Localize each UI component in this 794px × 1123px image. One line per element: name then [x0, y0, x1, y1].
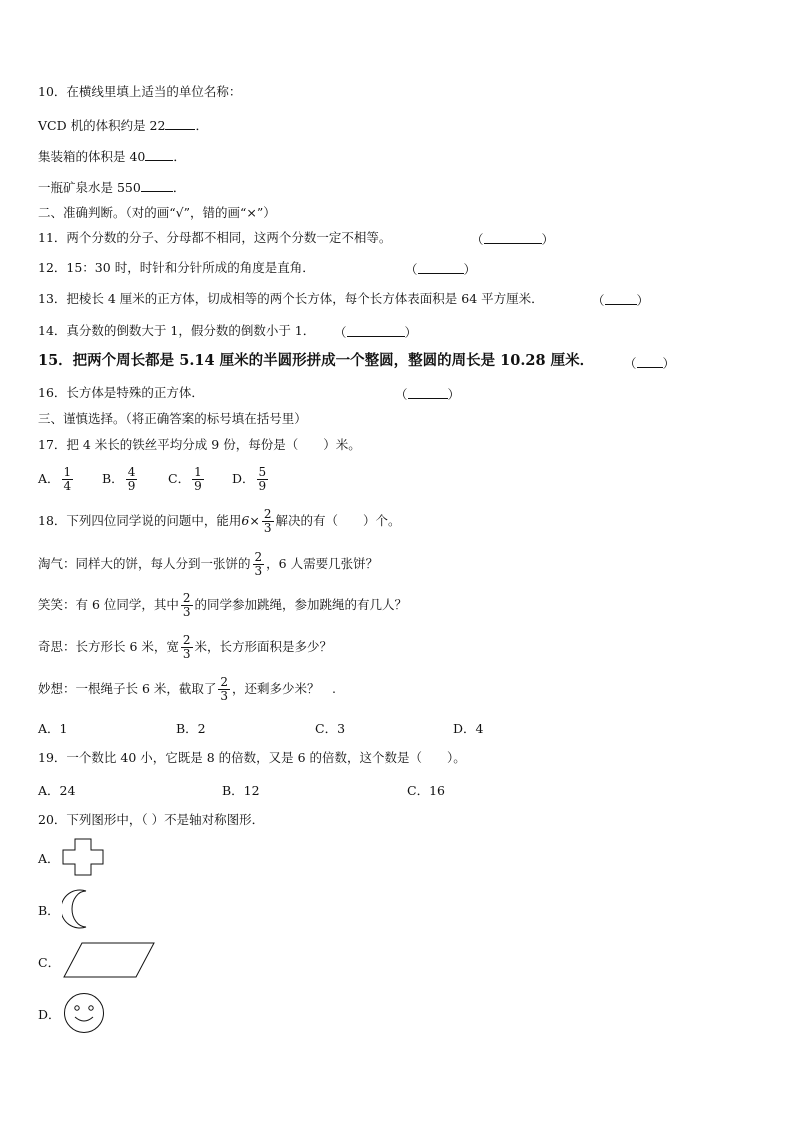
q13-answer-paren[interactable]: （ ）: [592, 293, 650, 308]
cross-shape[interactable]: [62, 838, 104, 876]
q18-statement-1: 淘气：同样大的饼，每人分到一张饼的 $\frac{2}{3}$ ，6 人需要几张饼？: [38, 550, 379, 578]
q10-line-b: [38, 148, 186, 165]
q17-option-d-fraction: $\frac{5}{9}$: [258, 465, 267, 493]
q10-a-text: VCD 机的体积约是 22: [38, 118, 166, 133]
q11-text: 11．两个分数的分子、分母都不相同，这两个分数一定不相等。: [38, 230, 392, 245]
q10-b-text: 集装箱的体积是 40: [38, 149, 146, 164]
q10-title: 10．在横线里填上适当的单位名称：: [38, 84, 242, 99]
q16-answer-paren[interactable]: （ ）: [395, 387, 461, 402]
q14-answer-paren[interactable]: （ ）: [334, 325, 418, 340]
section-2-heading: 二、准确判断。（对的画“√”，错的画“×”）: [38, 205, 276, 220]
q13-text: 13．把棱长 4 厘米的正方体，切成相等的两个长方体，每个长方体表面积是 64 平方厘米．: [38, 291, 544, 306]
q10-line-c: [38, 179, 185, 196]
q11-answer-paren[interactable]: （ ）: [471, 232, 555, 247]
q18-option-d[interactable]: D．4: [453, 721, 484, 736]
section-3-heading: 三、谨慎选择。（将正确答案的标号填在括号里）: [38, 411, 307, 426]
q19-option-b[interactable]: B．12: [222, 783, 260, 798]
crescent-moon-shape[interactable]: [62, 889, 92, 929]
q20-option-d-label[interactable]: D．: [38, 1007, 61, 1022]
q20-option-b-label[interactable]: B．: [38, 903, 60, 918]
q17-option-a-fraction: $\frac{1}{4}$: [63, 465, 72, 493]
q18-statement-4: 妙想：一根绳子长 6 米，截取了 $\frac{2}{3}$ ，还剩多少米？ .: [38, 675, 337, 703]
q18-option-b[interactable]: B．2: [176, 721, 206, 736]
q18-s4-fraction: $\frac{2}{3}$: [220, 675, 229, 703]
q12-text: 12．15：30 时，时针和分针所成的角度是直角．: [38, 260, 315, 275]
q10-c-text: 一瓶矿泉水是 550: [38, 180, 141, 195]
q17-text: 17．把 4 米长的铁丝平均分成 9 份，每份是（ ）米。: [38, 437, 361, 452]
q14-text: 14．真分数的倒数大于 1，假分数的倒数小于 1．: [38, 323, 316, 338]
q17-option-b[interactable]: B． $\frac{4}{9}$: [102, 465, 136, 493]
q18-expr-fraction: $\frac{2}{3}$: [263, 507, 272, 535]
q18-text: 18．下列四位同学说的问题中，能用6× $\frac{2}{3}$ 解决的有（ ）个。: [38, 507, 401, 535]
q20-option-c-label[interactable]: C．: [38, 955, 61, 970]
smiley-face-shape[interactable]: [62, 992, 106, 1034]
q18-statement-2: 笑笑：有 6 位同学，其中 $\frac{2}{3}$ 的同学参加跳绳，参加跳绳的有几人？: [38, 591, 408, 619]
q10-b-blank[interactable]: [145, 148, 173, 161]
q18-s1-fraction: $\frac{2}{3}$: [254, 550, 263, 578]
q19-option-a[interactable]: A．24: [38, 783, 76, 798]
q19-text: 19．一个数比 40 小，它既是 8 的倍数，又是 6 的倍数，这个数是（ ）。: [38, 750, 466, 765]
q20-text: 20．下列图形中，（ ）不是轴对称图形．: [38, 812, 265, 827]
q18-s2-fraction: $\frac{2}{3}$: [182, 591, 191, 619]
q19-option-c[interactable]: C．16: [407, 783, 445, 798]
q17-option-d[interactable]: D． $\frac{5}{9}$: [232, 465, 267, 493]
q10-a-blank[interactable]: [165, 117, 195, 130]
q10-b-end: ．: [173, 149, 186, 164]
q20-option-a-label[interactable]: A．: [38, 851, 60, 866]
q15-text: 15．把两个周长都是 5.14 厘米的半圆形拼成一个整圆，整圆的周长是 10.28 厘米．: [38, 352, 595, 369]
q10-line-a: [38, 117, 208, 134]
q10-c-blank[interactable]: [141, 179, 173, 192]
q18-option-c[interactable]: C．3: [315, 721, 346, 736]
q10-a-end: ．: [195, 118, 208, 133]
q17-option-a[interactable]: A． $\frac{1}{4}$: [38, 465, 72, 493]
q18-s3-fraction: $\frac{2}{3}$: [182, 633, 191, 661]
q17-option-c[interactable]: C． $\frac{1}{9}$: [168, 465, 202, 493]
q15-answer-paren[interactable]: （ ）: [624, 356, 676, 371]
q17-option-c-fraction: $\frac{1}{9}$: [194, 465, 202, 493]
q10-c-end: ．: [172, 180, 186, 195]
q16-text: 16．长方体是特殊的正方体．: [38, 385, 204, 400]
q17-option-b-fraction: $\frac{4}{9}$: [127, 465, 136, 493]
parallelogram-shape[interactable]: [62, 942, 156, 978]
q18-option-a[interactable]: A．1: [38, 721, 68, 736]
q12-answer-paren[interactable]: （ ）: [405, 262, 477, 277]
q18-statement-3: 奇思：长方形长 6 米，宽 $\frac{2}{3}$ 米，长方形面积是多少？: [38, 633, 333, 661]
